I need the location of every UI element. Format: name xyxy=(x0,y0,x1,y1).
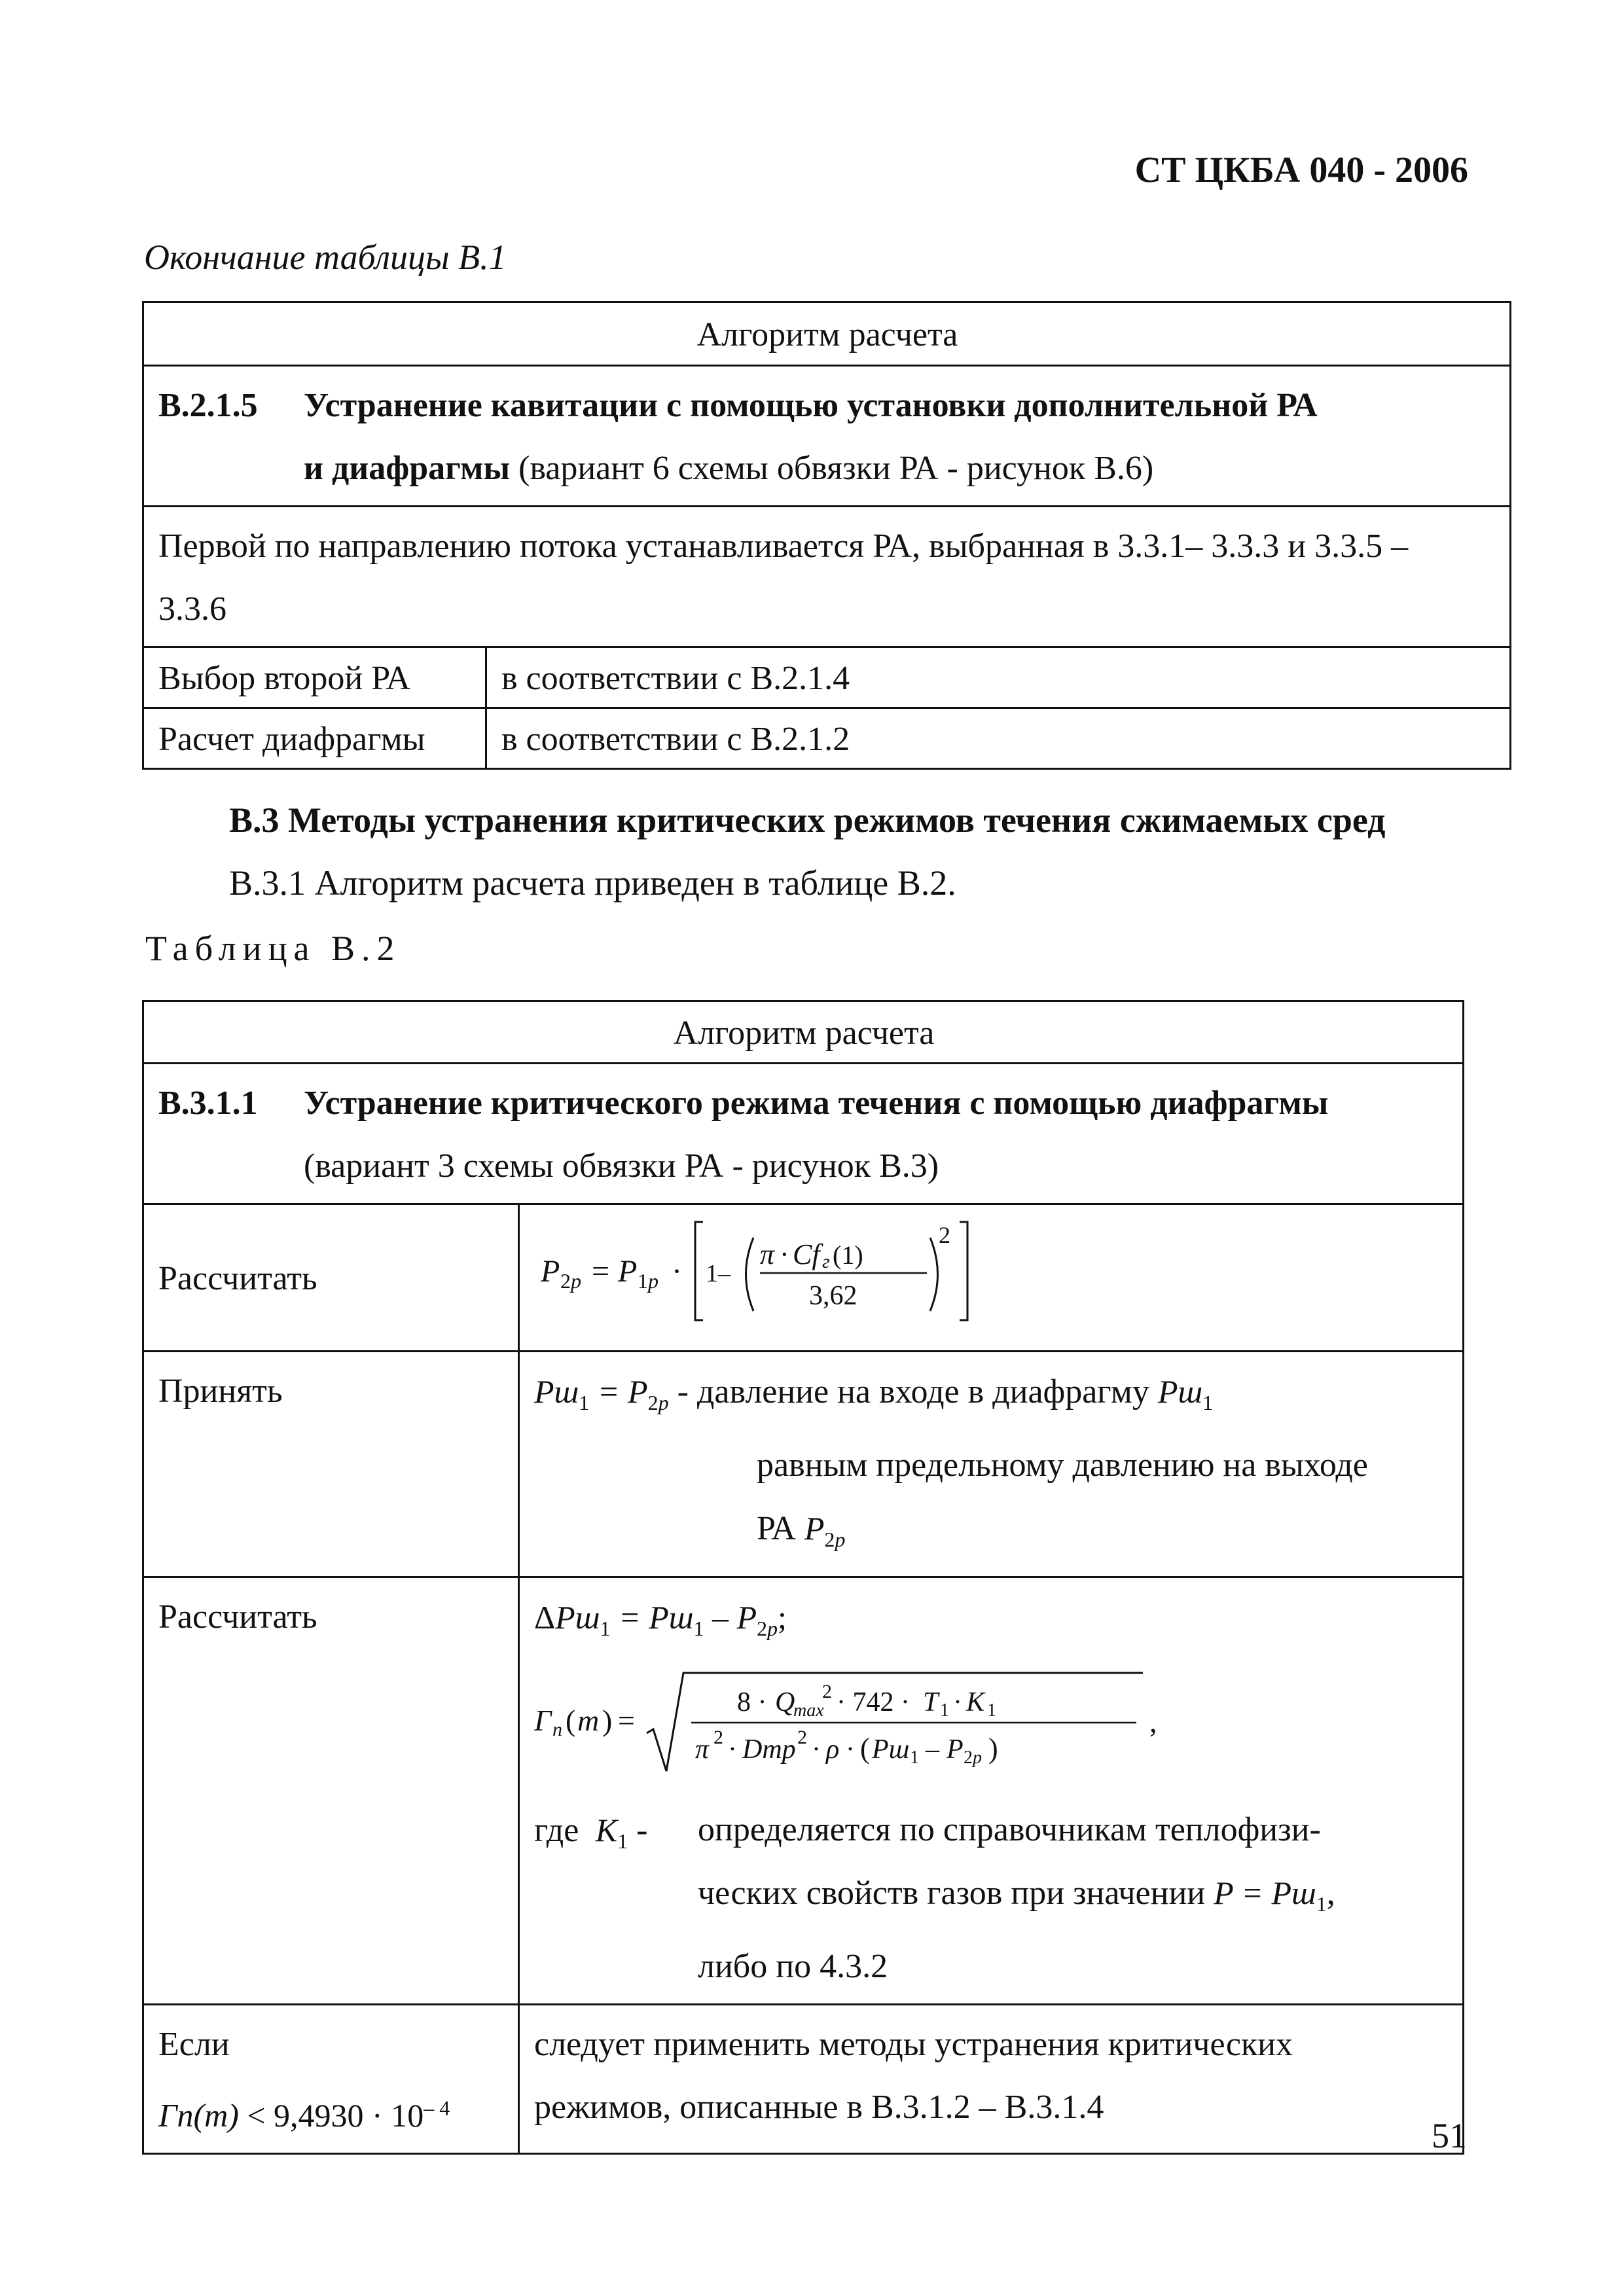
table-b1-continued xyxy=(142,301,1511,770)
section-title-bold: Устранение кавитации с помощью установки дополнительной РА xyxy=(304,387,1318,424)
svg-text:· 742 ·: · 742 · xyxy=(837,1687,910,1717)
section-title-bold-2: и диафрагмы xyxy=(304,450,511,487)
svg-text:(: ( xyxy=(566,1704,576,1737)
row-label: Если xyxy=(158,2026,230,2063)
section-title-normal: (вариант 6 схемы обвязки РА - рисунок В.6) xyxy=(518,450,1154,487)
svg-text:max: max xyxy=(793,1700,824,1721)
svg-text:г: г xyxy=(822,1251,830,1272)
formula-p2p-inline: $P_{2p}$ xyxy=(804,1510,846,1551)
svg-text:8 ·: 8 · xyxy=(737,1687,767,1717)
if-value-line-1: следует применить методы устранения критических xyxy=(534,2026,1293,2063)
formula-gamma-condition: $Гп(m) < 9,4930 \cdot 10^{- 4}$ xyxy=(158,2096,450,2134)
formula-p-eq-psh1: $P = Pш_1$ xyxy=(1214,1874,1327,1916)
svg-text:·: · xyxy=(846,1734,855,1765)
accept-text-1: - давление на входе в диафрагму xyxy=(677,1373,1158,1410)
svg-text:2: 2 xyxy=(939,1222,950,1248)
svg-text:T: T xyxy=(923,1687,939,1717)
accept-text-3: РА xyxy=(757,1510,804,1547)
svg-text:Pш: Pш xyxy=(872,1734,910,1765)
svg-text:P: P xyxy=(618,1254,638,1289)
formula-k1: $K_1$ xyxy=(587,1812,628,1853)
formula-psh1-eq: $Pш_1 = P_{2p}$ xyxy=(534,1373,669,1414)
section-b3-text: В.3.1 Алгоритм расчета приведен в таблице В.2. xyxy=(229,863,956,903)
svg-text:,: , xyxy=(1149,1705,1157,1738)
intro-cell: Первой по направлению потока устанавливается РА, выбранная в 3.3.1– 3.3.3 и 3.3.5 – 3.3.6 xyxy=(143,507,1511,647)
svg-text:2: 2 xyxy=(560,1269,571,1293)
svg-text:Q: Q xyxy=(775,1687,795,1717)
row-label: Выбор второй РА xyxy=(143,647,486,708)
k1-text-2: ческих свойств газов при значении xyxy=(698,1874,1206,1912)
svg-text:P: P xyxy=(947,1734,964,1765)
table-header-cell: Алгоритм расчета xyxy=(143,1001,1464,1064)
row-label: Рассчитать xyxy=(143,1204,519,1352)
svg-text:m: m xyxy=(577,1704,600,1737)
svg-text:·: · xyxy=(953,1687,962,1717)
svg-text:2: 2 xyxy=(713,1727,723,1748)
svg-text:=: = xyxy=(618,1704,635,1737)
svg-text:1: 1 xyxy=(638,1269,648,1293)
formula-gamma-svg xyxy=(534,1660,1189,1778)
formula-psh1: $Pш_1$ xyxy=(1157,1373,1214,1414)
svg-text:π: π xyxy=(695,1734,710,1765)
section-title-bold: Устранение критического режима течения с помощью диафрагмы xyxy=(304,1085,1329,1122)
accept-cell xyxy=(519,1352,1464,1577)
section-number: В.3.1.1 xyxy=(158,1085,258,1122)
row-label: Рассчитать xyxy=(143,1577,519,2005)
table-continuation-caption: Окончание таблицы В.1 xyxy=(144,238,507,277)
svg-text:ρ: ρ xyxy=(826,1734,840,1765)
section-title-normal: (вариант 3 схемы обвязки РА - рисунок В.3) xyxy=(304,1147,939,1185)
svg-text:p: p xyxy=(648,1269,659,1293)
svg-text:1–: 1– xyxy=(706,1260,731,1287)
svg-text:=: = xyxy=(592,1254,610,1289)
k1-text-1: определяется по справочникам теплофизи- xyxy=(698,1811,1321,1848)
svg-text:1: 1 xyxy=(910,1748,919,1768)
svg-text:2: 2 xyxy=(822,1681,832,1702)
svg-text:): ) xyxy=(988,1732,998,1765)
svg-text:2: 2 xyxy=(964,1748,973,1768)
section-b3-title: В.3 Методы устранения критических режимов течения сжимаемых сред xyxy=(229,800,1386,840)
table-b2 xyxy=(142,1000,1464,2155)
row-value: в соответствии с В.2.1.2 xyxy=(486,708,1511,769)
k1-text-3: либо по 4.3.2 xyxy=(698,1948,888,1985)
if-cell xyxy=(143,2005,519,2154)
svg-text:2: 2 xyxy=(797,1727,807,1748)
row-label: Принять xyxy=(143,1352,519,1577)
svg-text:π: π xyxy=(760,1238,775,1270)
svg-text:·: · xyxy=(672,1254,682,1289)
svg-text:–: – xyxy=(926,1734,939,1765)
svg-text:(1): (1) xyxy=(833,1240,863,1270)
svg-text:Cf: Cf xyxy=(793,1238,820,1270)
svg-text:п: п xyxy=(552,1719,562,1740)
row-value: в соответствии с В.2.1.4 xyxy=(486,647,1511,708)
section-heading-cell xyxy=(143,1064,1464,1204)
svg-text:(: ( xyxy=(860,1732,870,1765)
svg-text:P: P xyxy=(541,1254,560,1289)
document-code: СТ ЦКБА 040 - 2006 xyxy=(1134,150,1468,190)
svg-text:Г: Г xyxy=(534,1704,552,1737)
svg-text:1: 1 xyxy=(987,1700,996,1721)
formula-delta-p: $\Delta Pш_1 = Pш_1 - P_{2p}$; xyxy=(534,1599,787,1640)
if-value-cell xyxy=(519,2005,1464,2154)
svg-text:·: · xyxy=(812,1734,821,1765)
where-label: где xyxy=(534,1812,579,1849)
section-number: В.2.1.5 xyxy=(158,387,258,424)
accept-text-2: равным предельному давлению на выходе xyxy=(757,1446,1368,1484)
svg-text:K: K xyxy=(966,1687,985,1717)
if-value-line-2: режимов, описанные в В.3.1.2 – В.3.1.4 xyxy=(534,2089,1104,2126)
svg-text:): ) xyxy=(602,1704,613,1737)
svg-text:·: · xyxy=(780,1238,789,1270)
svg-text:1: 1 xyxy=(940,1700,949,1721)
k1-definition: где $K_1$ - определяется по справочникам теплофизи- ческих свойств газов при значении $P = Pш_1$, либо по 4.3.2 xyxy=(534,1811,1335,1985)
table-b2-label: Таблица В.2 xyxy=(145,929,401,968)
formula-p2p-svg xyxy=(534,1213,1005,1324)
formula-p2p xyxy=(519,1204,1464,1352)
section-heading-cell xyxy=(143,366,1511,507)
row-label: Расчет диафрагмы xyxy=(143,708,486,769)
svg-text:p: p xyxy=(571,1269,581,1293)
table-header-cell: Алгоритм расчета xyxy=(143,302,1511,366)
svg-text:·: · xyxy=(728,1734,737,1765)
page-number: 51 xyxy=(1432,2116,1467,2155)
calc2-cell xyxy=(519,1577,1464,2005)
svg-text:3,62: 3,62 xyxy=(809,1281,857,1311)
svg-text:Dmp: Dmp xyxy=(742,1734,796,1765)
svg-text:p: p xyxy=(973,1748,982,1768)
